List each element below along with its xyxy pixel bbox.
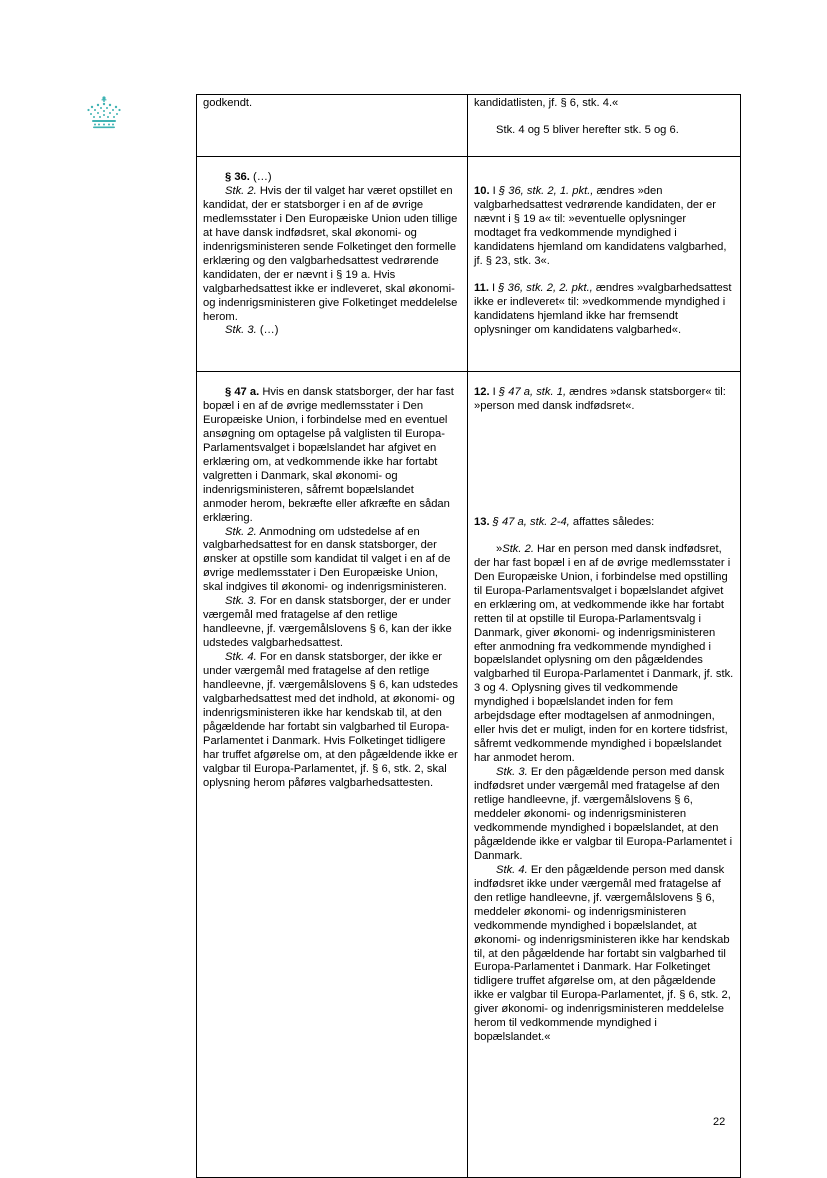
amendment-12: 12. I § 47 a, stk. 1, ændres »dansk statsborger« til: »person med dansk indfødsret«. (474, 386, 726, 412)
section-number: § 47 a. (225, 386, 260, 398)
amendment-10: 10. I § 36, stk. 2, 1. pkt., ændres »den valgbarhedsattest vedrørende kandidaten, der er nævnt i § 19 a« til: »eventuelle oplysninger modtaget fra vedkommende myndighed i kandidatens hjemland om kandidatens valgbarhed, jf. § 23, stk. 3«. (474, 185, 727, 267)
paragraph: kandidatlisten, jf. § 6, stk. 4.« (474, 97, 619, 109)
stk-label: Stk. 3. (225, 595, 257, 608)
stk-label: Stk. 2. (225, 184, 257, 197)
paragraph: Stk. 2. Hvis der til valget har været opstillet en kandidat, der er statsborger i en af de øvrige medlemsstater i Den Europæiske Union uden tillige at have dansk indfødsret, skal økonomi- og indenrigsministeren sende Folketinget den formelle erklæring og den valgbarhedsattest vedrørende kandidaten, der er nævnt i § 19 a. Hvis valgbarhedsattest ikke er indleveret, skal økonomi- og indenrigsministeren give Folketinget meddelelse herom. (203, 184, 458, 323)
current-law-cell (197, 372, 468, 1178)
stk-label: Stk. 4. (225, 651, 257, 664)
paragraph: godkendt. (203, 97, 253, 109)
stk-label: Stk. 4. (496, 863, 528, 876)
table-row (197, 95, 741, 157)
amendment-cell (468, 372, 741, 1178)
paragraph: Stk. 3. Er den pågældende person med dansk indfødsret under værgemål med fratagelse af den retlige handleevne, jf. værgemålslovens § 6, meddeler økonomi- og indenrigsministeren vedkommende myndighed i bopælslandet, at den pågældende ikke er valgbar til Europa-Parlamentet i Danmark. (474, 766, 733, 862)
stk-label: Stk. 2. (225, 525, 257, 538)
paragraph: Stk. 3. For en dansk statsborger, der er under værgemål med fratagelse af den retlige handleevne, jf. værgemålslovens § 6, kan der ikke udstedes valgbarhedsattest. (203, 595, 452, 650)
paragraph: »Stk. 2. Har en person med dansk indfødsret, der har fast bopæl i en af de øvrige medlemsstater i Den Europæiske Union, i forbindelse med opstilling til Europa-Parlamentsvalget i bopælslandet afgivet en erklæring om, at vedkommende ikke har fortabt retten til at opstille til Europa-Parlamentsvalg i Danmark, giver økonomi- og indenrigsministeren efter anmodning fra vedkommende myndighed i bopælslandet oplysning om den pågældendes valgbarhed til Europa-Parlamentet i Danmark, jf. stk. 3 og 4. Oplysning gives til vedkommende myndighed i bopælslandet inden for fem arbejdsdage efter modtagelsen af anmodningen, eller hvis det er muligt, inden for en kortere tidsfrist, såfremt vedkommende myndighed i bopælslandet har anmodet herom. (474, 542, 734, 765)
table-row (197, 157, 741, 372)
paragraph: Stk. 2. Anmodning om udstedelse af en valgbarhedsattest for en dansk statsborger, der ønsker at opstille som kandidat til valget i en af de øvrige medlemsstater i Den Europæiske Union, skal indgives til økonomi- og indenrigsministeren. (203, 525, 451, 594)
crown-logo-icon (86, 95, 122, 129)
amendment-13: 13. § 47 a, stk. 2-4, affattes således: (474, 515, 655, 528)
section-36-heading: § 36. (…) (225, 171, 272, 183)
page-number: 22 (713, 1116, 726, 1128)
stk-label: Stk. 2. (502, 542, 534, 555)
amendment-cell (468, 157, 741, 372)
current-law-cell (197, 157, 468, 372)
amendment-11: 11. I § 36, stk. 2, 2. pkt., ændres »valgbarhedsattest ikke er indleveret« til: »vedkommende myndighed i kandidatens hjemland ikke har fremsendt oplysninger om kandidatens valgbarhed«. (474, 281, 732, 336)
paragraph: Stk. 4 og 5 bliver herefter stk. 5 og 6. (496, 123, 679, 136)
section-number: § 36. (225, 171, 250, 183)
paragraph: Stk. 4. Er den pågældende person med dansk indfødsret ikke under værgemål med fratagelse af den retlige handleevne, jf. værgemålslovens § 6, meddeler økonomi- og indenrigsministeren vedkommende myndighed i bopælslandet, at økonomi- og indenrigsministeren ikke har kendskab til, at den pågældende har fortabt sin valgbarhed til Europa-Parlamentet i Danmark. Har Folketinget tidligere truffet afgørelse om, at den pågældende ikke er valgbar til Europa-Parlamentet, jf. § 6, stk. 2, giver økonomi- og indenrigsministeren meddelelse herom til vedkommende myndighed i bopælslandet.« (474, 863, 731, 1044)
amendment-table (196, 94, 741, 1178)
paragraph: Stk. 4. For en dansk statsborger, der ikke er under værgemål med fratagelse af den retlige handleevne, jf. værgemålslovens § 6, kan udstedes valgbarhedsattest med det indhold, at økonomi- og indenrigsministeren ikke har kendskab til, at den pågældende har fortabt sin valgbarhed til Europa-Parlamentet i Danmark. Hvis Folketinget tidligere har truffet afgørelse om, at den pågældende ikke er valgbar til Europa-Parlamentet, jf. § 6, stk. 2, skal oplysning herom påføres valgbarhedsattesten. (203, 651, 458, 789)
paragraph: Stk. 3. (…) (225, 324, 279, 337)
current-law-cell (197, 95, 468, 157)
section-47a: § 47 a. Hvis en dansk statsborger, der har fast bopæl i en af de øvrige medlemsstater i Den Europæiske Union, i forbindelse med en eventuel ansøgning om optagelse på valglisten til Europa-Parlamentsvalget i bopælslandet har afgivet en erklæring om, at vedkommende ikke har fortabt valgretten i Danmark, skal økonomi- og indenrigsministeren, såfremt bopælslandet anmoder herom, bekræfte eller afkræfte en sådan erklæring. (203, 386, 454, 524)
table-row (197, 372, 741, 1178)
stk-label: Stk. 3. (496, 766, 528, 779)
stk-label: Stk. 3. (225, 324, 257, 337)
amendment-cell (468, 95, 741, 157)
